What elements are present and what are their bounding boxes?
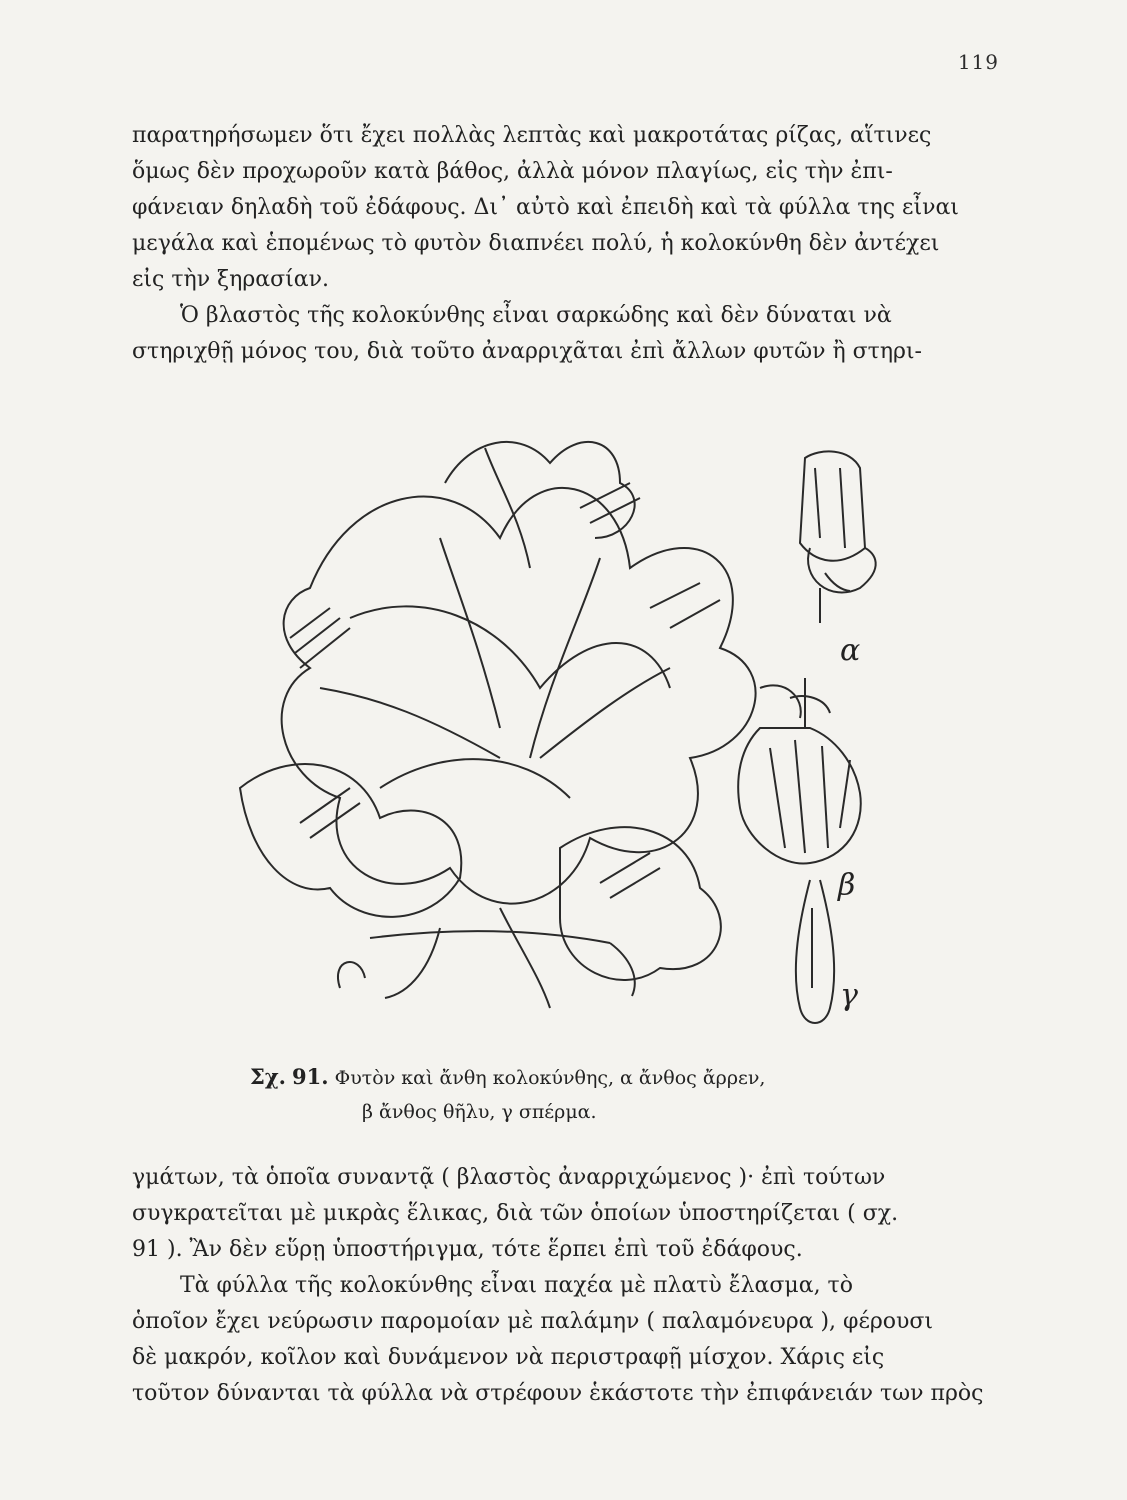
text-line: Τὰ φύλλα τῆς κολοκύνθης εἶναι παχέα μὲ πλατὺ ἔλασμα, τὸ <box>180 1273 853 1298</box>
text-line: στηριχθῇ μόνος του, διὰ τοῦτο ἀναρριχᾶται ἐπὶ ἄλλων φυτῶν ἢ στηρι- <box>132 339 922 364</box>
figure-plant-illustration <box>200 368 920 1068</box>
text-block-top <box>132 118 1002 370</box>
text-line: 91 ). Ἂν δὲν εὕρῃ ὑποστήριγμα, τότε ἕρπει ἐπὶ τοῦ ἐδάφους. <box>132 1237 803 1262</box>
figure-label-alpha: α <box>840 633 861 668</box>
text-line: εἰς τὴν ξηρασίαν. <box>132 267 330 292</box>
figure-label-beta: β <box>838 868 856 903</box>
text-block-bottom <box>132 1160 1002 1412</box>
caption-text-1: Φυτὸν καὶ ἄνθη κολοκύνθης, α ἄνθος ἄρρεν, <box>334 1067 766 1089</box>
plant-illustration-svg <box>200 368 920 1068</box>
text-line: Ὁ βλαστὸς τῆς κολοκύνθης εἶναι σαρκώδης καὶ δὲν δύναται νὰ <box>180 303 892 328</box>
caption-line-1 <box>250 1060 890 1095</box>
page-number: 119 <box>957 50 999 74</box>
figure-label-gamma: γ <box>840 978 858 1013</box>
text-line: τοῦτον δύνανται τὰ φύλλα νὰ στρέφουν ἑκάστοτε τὴν ἐπιφάνειάν των πρὸς <box>132 1381 984 1406</box>
caption-line-2: β ἄνθος θῆλυ, γ σπέρμα. <box>362 1101 597 1123</box>
text-line: ὁποῖον ἔχει νεύρωσιν παρομοίαν μὲ παλάμην ( παλαμόνευρα ), φέρουσι <box>132 1309 934 1334</box>
text-line: συγκρατεῖται μὲ μικρὰς ἕλικας, διὰ τῶν ὁποίων ὑποστηρίζεται ( σχ. <box>132 1201 899 1226</box>
text-line: φάνειαν δηλαδὴ τοῦ ἐδάφους. Δι᾽ αὐτὸ καὶ ἐπειδὴ καὶ τὰ φύλλα της εἶναι <box>132 195 959 220</box>
text-line: παρατηρήσωμεν ὅτι ἔχει πολλὰς λεπτὰς καὶ μακροτάτας ρίζας, αἵτινες <box>132 123 932 148</box>
figure-caption <box>250 1060 890 1129</box>
text-line: γμάτων, τὰ ὁποῖα συναντᾷ ( βλαστὸς ἀναρριχώμενος )· ἐπὶ τούτων <box>132 1165 886 1190</box>
text-line: ὅμως δὲν προχωροῦν κατὰ βάθος, ἀλλὰ μόνον πλαγίως, εἰς τὴν ἐπι- <box>132 159 893 184</box>
caption-label: Σχ. <box>250 1064 286 1089</box>
text-line: δὲ μακρόν, κοῖλον καὶ δυνάμενον νὰ περιστραφῇ μίσχον. Χάρις εἰς <box>132 1345 885 1370</box>
text-line: μεγάλα καὶ ἑπομένως τὸ φυτὸν διαπνέει πολύ, ἡ κολοκύνθη δὲν ἀντέχει <box>132 231 940 256</box>
caption-number: 91. <box>292 1064 329 1089</box>
